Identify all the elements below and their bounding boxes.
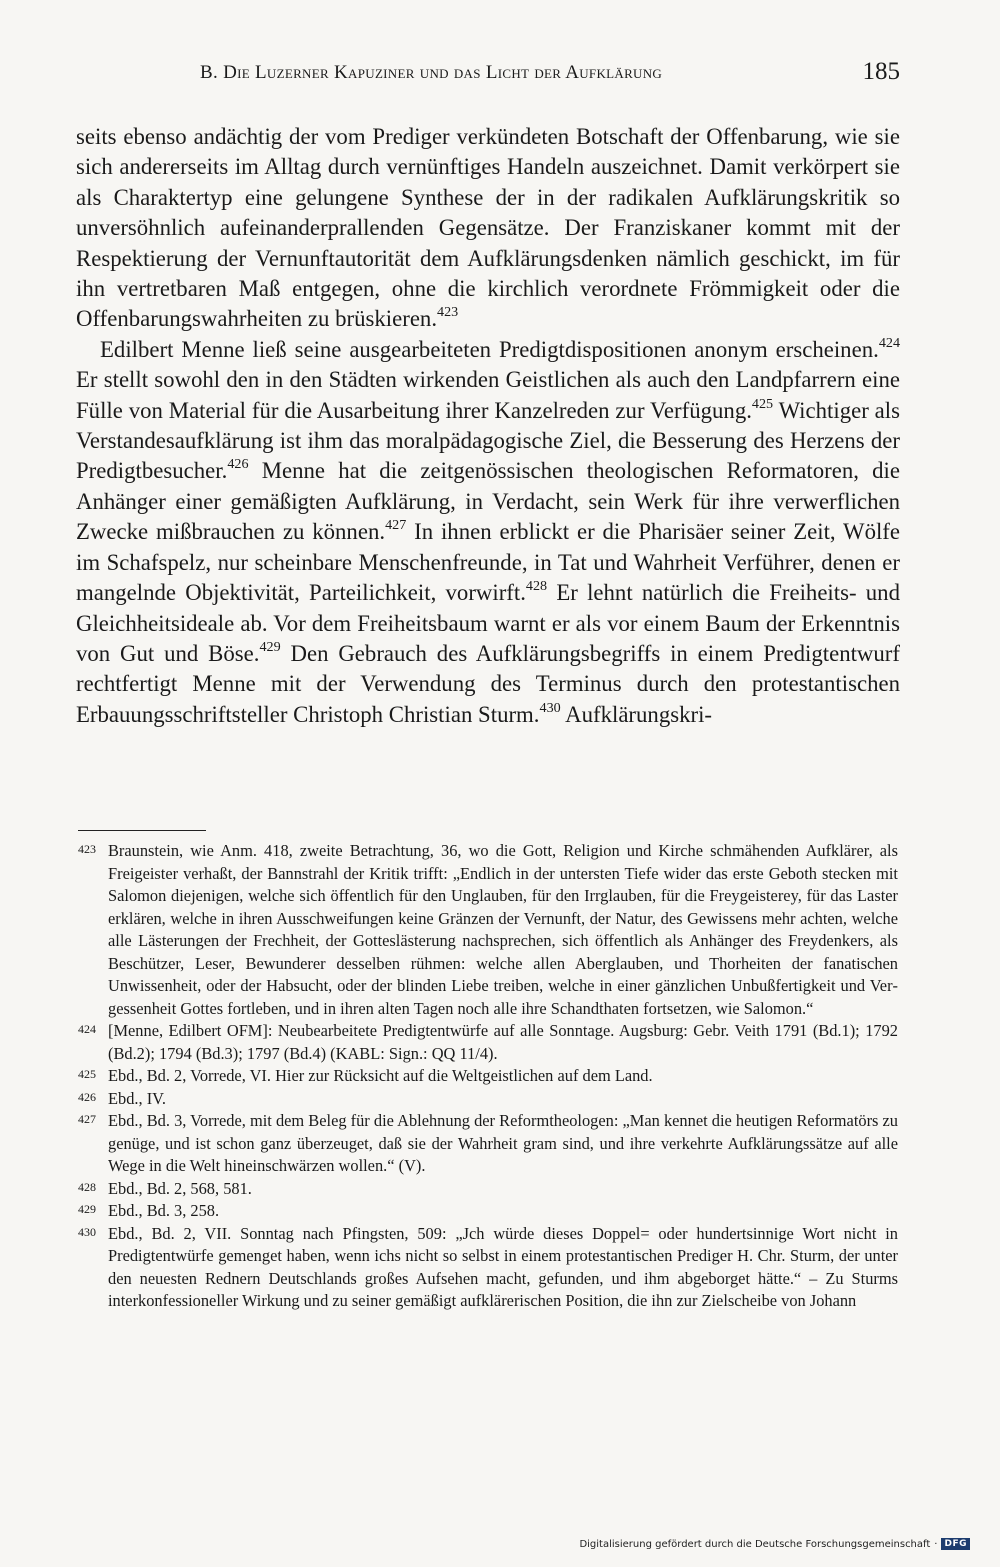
footnote-text: Ebd., Bd. 3, Vorrede, mit dem Beleg für die Ablehnung der Reformtheologen: „Man kennet die heutigen Reformatörs zu genüge, und ist schon ganz überzeuget, daß sie der Wahrheit gram sind, und ihre verkehrte Aufklärungssätze auf alle Wege in die Welt hineinschwärzen wollen.“ (V). <box>108 1111 898 1175</box>
footnote <box>78 1178 898 1201</box>
footnote <box>78 1223 898 1313</box>
footnote-number: 427 <box>78 1112 96 1126</box>
footnote-ref[interactable]: 423 <box>437 304 459 321</box>
footnote-number: 429 <box>78 1202 96 1216</box>
footnote-text: Ebd., Bd. 3, 258. <box>108 1201 220 1220</box>
footnote-number: 426 <box>78 1089 96 1104</box>
footnote-text: Braunstein, wie Anm. 418, zweite Betrachtung, 36, wo die Gott, Religion und Kirche schmähenden Aufklärer, als Freigeister verhaßt, der Bannstrahl der Kritik trifft: „Endlich in der untersten Tiefe wider das erste Geboth stecken mit Salomon diejenigen, welche sich öffentlich für den Unglauben, für den Irrglauben, für die Freygeisterey, für das Laster erklären, welche in ihren Ausschweifungen keine Gränzen der Vernunft, der Natur, des Gewissens mehr achten, welche alle Lästerungen der Frechheit, der Gotteslästerung nachsprechen, sich öffentlich als Anhänger des Freydenkers, als Beschützer, Leser, Bewunderer desselben rühmen: welche allen Aberglauben, und Thorheiten der fanatischen Unwissenheit, oder der Habsucht, oder der blinden Liebe treiben, welche in einer gänzlichen Unbußfertigkeit und Vergessenheit Gottes fortleben, und in ihren alten Tagen noch alle ihre Schandthaten fortsetzen, wie Salomon.“ <box>108 841 898 1018</box>
page-header <box>200 58 900 92</box>
footnote-ref[interactable]: 426 <box>227 456 249 473</box>
footnote-ref[interactable]: 425 <box>751 395 774 412</box>
footnote-text: Ebd., Bd. 2, 568, 581. <box>108 1178 252 1198</box>
footnote-text: Ebd., Bd. 2, VII. Sonntag nach Pfingsten, 509: „Jch würde dieses Doppel= oder hundertsinnige Wort nicht in Predigtentwürfe gemenget haben, wenn ichs nicht so selbst in einem protestantischen Prediger H. Chr. Sturm, der unter den neuesten Rednern Deutschlands großes Aufsehen macht, gefunden, und ihm abgeborget hätte.“ – Zu Sturms interkonfessioneller Wirkung und zu seiner gemäßigt aufklärerischen Position, die ihn zur Zielscheibe von Johann <box>108 1223 898 1310</box>
paragraph-text: Menne hat die zeitgenössischen theologischen Reformatoren, die Anhänger einer gemäßigten Aufklärung, in Verdacht, sein Werk für ihre verwerflichen Zwecke mißbrauchen zu können. <box>76 458 900 545</box>
dfg-logo-icon: DFG <box>941 1538 970 1550</box>
footnote-number: 425 <box>78 1067 96 1081</box>
running-head: B. Die Luzerner Kapuziner und das Licht der Aufklärung <box>200 62 663 83</box>
credit-text: Digitalisierung gefördert durch die Deutsche Forschungsgemeinschaft <box>579 1538 931 1550</box>
footnote <box>78 1110 898 1178</box>
footnote <box>78 1200 898 1223</box>
footnote-ref[interactable]: 424 <box>878 334 900 351</box>
paragraph-text: Wichtiger als Verstandesaufklärung ist ihm das moralpädagogische Ziel, die Besserung des Herzens der Predigtbesucher. <box>76 397 900 484</box>
paragraph-text: Er stellt sowohl den in den Städten wirkenden Geistlichen als auch den Landpfarrern eine Fülle von Material für die Ausarbeitung ihrer Kanzelreden zur Verfügung. <box>76 367 900 423</box>
footnote-number: 430 <box>78 1224 96 1239</box>
paragraph-2 <box>76 335 900 730</box>
footnote-text: Ebd., Bd. 2, Vorrede, VI. Hier zur Rücksicht auf die Weltgeistlichen auf dem Land. <box>108 1066 653 1085</box>
paragraph-1 <box>76 122 900 335</box>
digitization-credit: Digitalisierung gefördert durch die Deutsche Forschungsgemeinschaft · DFG <box>579 1538 970 1550</box>
footnote-ref[interactable]: 428 <box>525 578 548 595</box>
footnotes <box>78 840 898 1313</box>
footnote-number: 424 <box>78 1022 96 1036</box>
footnote-ref[interactable]: 429 <box>259 639 281 656</box>
footnote-ref[interactable]: 430 <box>539 699 561 716</box>
footnote-number: 423 <box>78 842 96 856</box>
paragraph-text: Edilbert Menne ließ seine ausgearbeiteten Predigtdispositionen anonym erscheinen. <box>100 336 879 362</box>
footnote <box>78 1088 898 1111</box>
footnote <box>78 1020 898 1065</box>
page-number: 185 <box>862 58 900 85</box>
paragraph-text: Er lehnt natürlich die Freiheits- und Gleichheitsideale ab. Vor dem Freiheitsbaum warnt er als vor einem Baum der Erkenntnis von Gut und Böse. <box>76 580 900 666</box>
footnote <box>78 1065 898 1088</box>
paragraph-text: In ihnen erblickt er die Pharisäer seiner Zeit, Wölfe im Schafspelz, nur scheinbare Menschenfreunde, in Tat und Wahrheit Verführer, denen er mangelnde Objektivität, Parteilichkeit, vorwirft. <box>76 519 901 606</box>
footnote-text: Ebd., IV. <box>108 1088 166 1108</box>
footnote <box>78 840 898 1020</box>
paragraph-text: Den Gebrauch des Aufklärungsbegriffs in einem Predigtentwurf rechtfertigt Menne mit der Verwendung des Terminus durch den protestantischen Erbauungsschriftsteller Christoph Christian Sturm. <box>76 640 900 727</box>
body-text <box>76 122 900 730</box>
footnote-text: [Menne, Edilbert OFM]: Neubearbeitete Predigtentwürfe auf alle Sonntage. Augsburg: Gebr. Veith 1791 (Bd.1); 1792 (Bd.2); 1794 (Bd.3); 1797 (Bd.4) (KABL: Sign.: QQ 11/4). <box>108 1021 898 1063</box>
footnote-divider <box>78 830 206 831</box>
paragraph-text: Aufklärungskri- <box>560 701 713 727</box>
paragraph-text: seits ebenso andächtig der vom Prediger verkündeten Botschaft der Offenbarung, wie sie sich andererseits im Alltag durch vernünftiges Handeln auszeichnet. Damit verkörpert sie als Charaktertyp eine gelungene Synthese der in der radikalen Aufklärungskritik so unversöhnlich aufeinanderprallenden Gegensätze. Der Franziskaner kommt mit der Respektierung der Vernunftautorität dem Aufklärungsdenken nämlich geschickt, im für ihn vertretbaren Maß entgegen, ohne die kirchlich verordnete Frömmigkeit oder die Offenbarungswahrheiten zu brüskieren. <box>76 124 900 332</box>
footnote-ref[interactable]: 427 <box>385 517 407 534</box>
footnote-number: 428 <box>78 1179 96 1194</box>
